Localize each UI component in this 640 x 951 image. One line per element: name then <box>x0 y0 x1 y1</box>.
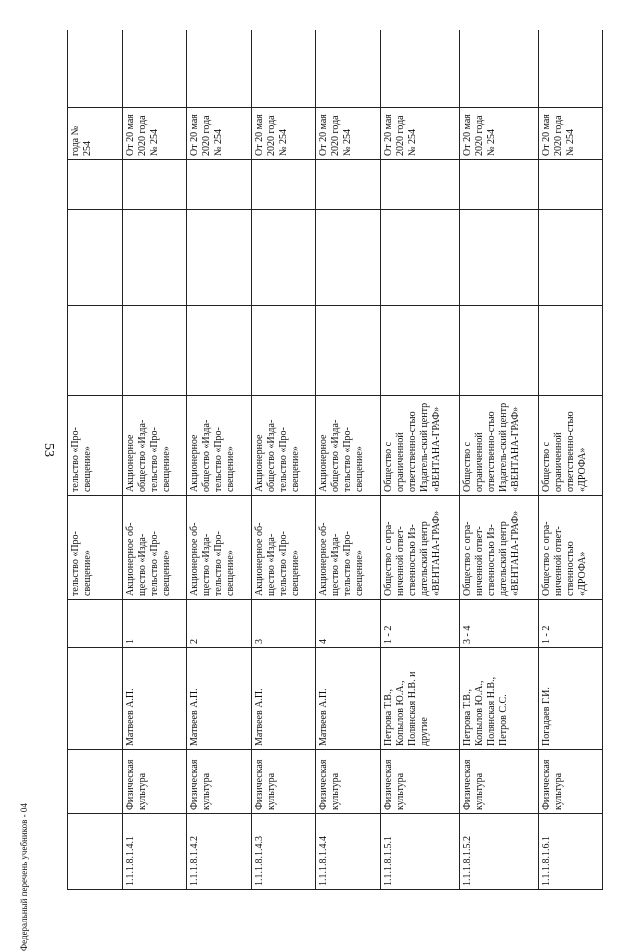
full-publisher-cell: Акционерное общество «Изда-тельство «Про-свещение» <box>123 396 187 496</box>
table-body <box>68 30 603 890</box>
empty-cell <box>187 30 251 108</box>
table-row <box>459 30 538 890</box>
empty-cell <box>538 30 602 108</box>
empty-cell <box>459 306 538 396</box>
authors-cell: Матвеев А.П. <box>251 648 315 750</box>
date-cell: года № 254 <box>68 108 123 160</box>
authors-cell: Погадаев Г.И. <box>538 648 602 750</box>
subject-cell: Физическая культура <box>251 750 315 814</box>
empty-cell <box>187 306 251 396</box>
continuation-row <box>68 30 123 890</box>
subject-cell: Физическая культура <box>316 750 380 814</box>
short-publisher-cell: Акционерное об-щество «Изда-тельство «Про-свещение» <box>187 496 251 600</box>
short-publisher-cell: Общество с огра-ниченной ответ-ственностью Из-дательский центр «ВЕНТАНА-ГРАФ» <box>380 496 459 600</box>
code-cell: 1.1.1.8.1.6.1 <box>538 814 602 890</box>
textbook-table <box>67 30 603 890</box>
short-publisher-cell: тельство «Про-свещение» <box>68 496 123 600</box>
subject-cell <box>68 750 123 814</box>
table-row <box>251 30 315 890</box>
empty-cell <box>316 210 380 306</box>
short-publisher-cell: Акционерное об-щество «Изда-тельство «Про-свещение» <box>123 496 187 600</box>
empty-cell <box>316 30 380 108</box>
code-cell: 1.1.1.8.1.4.3 <box>251 814 315 890</box>
code-cell: 1.1.1.8.1.5.1 <box>380 814 459 890</box>
empty-cell <box>538 210 602 306</box>
full-publisher-cell: Акционерное общество «Изда-тельство «Про-свещение» <box>251 396 315 496</box>
authors-cell: Матвеев А.П. <box>316 648 380 750</box>
code-cell: 1.1.1.8.1.5.2 <box>459 814 538 890</box>
code-cell: 1.1.1.8.1.4.2 <box>187 814 251 890</box>
date-cell: От 20 мая 2020 года № 254 <box>380 108 459 160</box>
subject-cell: Физическая культура <box>123 750 187 814</box>
page-number: 53 <box>41 443 56 457</box>
code-cell: 1.1.1.8.1.4.4 <box>316 814 380 890</box>
empty-cell <box>68 160 123 210</box>
footer-note: Федеральный перечень учебников - 04 <box>19 803 29 951</box>
table-row <box>316 30 380 890</box>
empty-cell <box>123 306 187 396</box>
short-publisher-cell: Общество с огра-ниченной ответ-ственностью «ДРОФА» <box>538 496 602 600</box>
grade-cell: 4 <box>316 600 380 648</box>
empty-cell <box>459 160 538 210</box>
subject-cell: Физическая культура <box>459 750 538 814</box>
code-cell: 1.1.1.8.1.4.1 <box>123 814 187 890</box>
short-publisher-cell: Общество с огра-ниченной ответ-ственностью Из-дательский центр «ВЕНТАНА-ГРАФ» <box>459 496 538 600</box>
authors-cell <box>68 648 123 750</box>
empty-cell <box>123 160 187 210</box>
empty-cell <box>316 160 380 210</box>
empty-cell <box>316 306 380 396</box>
full-publisher-cell: Акционерное общество «Изда-тельство «Про-свещение» <box>187 396 251 496</box>
grade-cell: 1 <box>123 600 187 648</box>
grade-cell: 3 <box>251 600 315 648</box>
empty-cell <box>380 30 459 108</box>
empty-cell <box>459 210 538 306</box>
date-cell: От 20 мая 2020 года № 254 <box>123 108 187 160</box>
full-publisher-cell: Общество с ограниченной ответственно-стью Издатель-ский центр «ВЕНТАНА-ГРАФ» <box>380 396 459 496</box>
subject-cell: Физическая культура <box>380 750 459 814</box>
full-publisher-cell: Общество с ограниченной ответственно-стью Издатель-ский центр «ВЕНТАНА-ГРАФ» <box>459 396 538 496</box>
authors-cell: Петрова Т.В., Копылов Ю.А., Полянская Н.В., Петров С.С. <box>459 648 538 750</box>
table-row <box>380 30 459 890</box>
subject-cell: Физическая культура <box>187 750 251 814</box>
empty-cell <box>538 306 602 396</box>
date-cell: От 20 мая 2020 года № 254 <box>187 108 251 160</box>
empty-cell <box>251 160 315 210</box>
full-publisher-cell: Акционерное общество «Изда-тельство «Про-свещение» <box>316 396 380 496</box>
full-publisher-cell: тельство «Про-свещение» <box>68 396 123 496</box>
empty-cell <box>380 210 459 306</box>
empty-cell <box>459 30 538 108</box>
textbook-table-sheet <box>67 30 603 890</box>
date-cell: От 20 мая 2020 года № 254 <box>459 108 538 160</box>
empty-cell <box>187 210 251 306</box>
authors-cell: Петрова Т.В., Копылов Ю.А., Полянская Н.В. и другие <box>380 648 459 750</box>
empty-cell <box>68 306 123 396</box>
empty-cell <box>123 210 187 306</box>
empty-cell <box>123 30 187 108</box>
grade-cell: 2 <box>187 600 251 648</box>
date-cell: От 20 мая 2020 года № 254 <box>316 108 380 160</box>
grade-cell: 1 - 2 <box>538 600 602 648</box>
table-row <box>187 30 251 890</box>
empty-cell <box>187 160 251 210</box>
grade-cell: 1 - 2 <box>380 600 459 648</box>
grade-cell: 3 - 4 <box>459 600 538 648</box>
table-row <box>538 30 602 890</box>
empty-cell <box>380 160 459 210</box>
full-publisher-cell: Общество с ограниченной ответственно-стью «ДРОФА» <box>538 396 602 496</box>
empty-cell <box>538 160 602 210</box>
empty-cell <box>68 30 123 108</box>
authors-cell: Матвеев А.П. <box>187 648 251 750</box>
subject-cell: Физическая культура <box>538 750 602 814</box>
empty-cell <box>251 306 315 396</box>
authors-cell: Матвеев А.П. <box>123 648 187 750</box>
empty-cell <box>251 30 315 108</box>
empty-cell <box>251 210 315 306</box>
date-cell: От 20 мая 2020 года № 254 <box>538 108 602 160</box>
date-cell: От 20 мая 2020 года № 254 <box>251 108 315 160</box>
code-cell <box>68 814 123 890</box>
empty-cell <box>380 306 459 396</box>
table-row <box>123 30 187 890</box>
empty-cell <box>68 210 123 306</box>
short-publisher-cell: Акционерное об-щество «Изда-тельство «Про-свещение» <box>316 496 380 600</box>
grade-cell <box>68 600 123 648</box>
short-publisher-cell: Акционерное об-щество «Изда-тельство «Про-свещение» <box>251 496 315 600</box>
